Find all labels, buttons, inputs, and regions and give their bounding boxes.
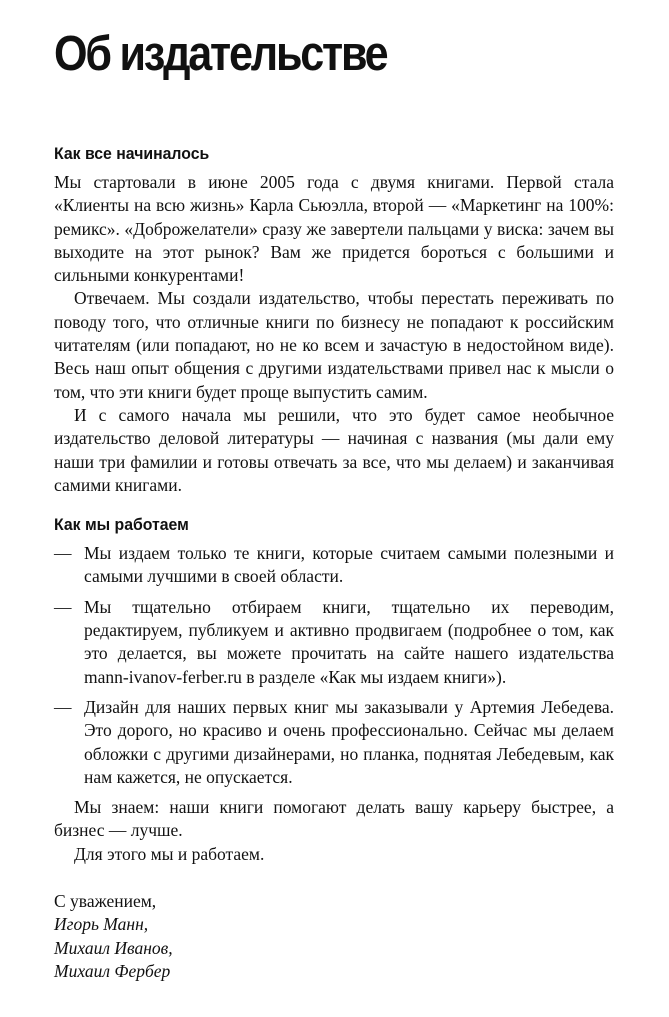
paragraph: И с самого начала мы решили, что это будет самое необычное издательство деловой литературы — начиная с названия (мы дали ему наши три фамилии и готовы отвечать за все, что мы делаем) и заканчивая самими книгами.: [54, 404, 614, 495]
paragraph: Мы стартовали в июне 2005 года с двумя книгами. Первой стала «Клиенты на всю жизнь» Карла Сьюэлла, второй — «Маркетинг на 100%: ремикс». «Доброжелатели» сразу же завертели пальцами у виска: зачем вы выходите на этот рынок? Вам же придется бороться с большими и сильными конкурентами!: [54, 172, 614, 286]
dash-bullet: —: [54, 596, 72, 617]
signature-name: Игорь Манн,: [54, 914, 149, 935]
list-item-text: Мы издаем только те книги, которые считаем самыми полезными и самыми лучшими в своей области.: [84, 543, 614, 587]
paragraph: Отвечаем. Мы создали издательство, чтобы перестать переживать по поводу того, что отличные книги по бизнесу не попадают к российским читателям (или попадают, но не ко всем и зачастую в недостойном виде). Весь наш опыт общения с другими издательствами привел нас к мысли о том, что эти книги будет проще выпустить самим.: [54, 288, 614, 402]
page-content: [54, 143, 614, 983]
list-item-text: Дизайн для наших первых книг мы заказывали у Артемия Лебедева. Это дорого, но красиво и очень профессионально. Сейчас мы делаем обложки с другими дизайнерами, но планка, поднятая Лебедевым, как нам кажется, не опускается.: [84, 696, 614, 787]
list-item: [54, 696, 614, 789]
list-item: [54, 542, 614, 589]
principles-list: [54, 542, 614, 789]
signature-greeting: С уважением,: [54, 891, 157, 912]
dash-bullet: —: [54, 543, 72, 564]
section-heading: Как мы работаем: [54, 515, 189, 535]
list-item-text: Мы тщательно отбираем книги, тщательно их переводим, редактируем, публикуем и активно продвигаем (подробнее о том, как это делается, вы можете прочитать на сайте нашего издательства mann-ivanov-ferber.ru в разделе «Как мы издаем книги»).: [84, 596, 614, 687]
dash-bullet: —: [54, 696, 72, 717]
closing-paragraph: Для этого мы и работаем.: [74, 843, 265, 864]
signature-name: Михаил Фербер: [54, 960, 171, 981]
signature-block: [54, 890, 614, 983]
closing-block: [54, 796, 614, 866]
closing-paragraph: Мы знаем: наши книги помогают делать вашу карьеру быстрее, а бизнес — лучше.: [54, 797, 614, 841]
signature-name: Михаил Иванов,: [54, 937, 173, 958]
page-title: Об издательстве: [54, 27, 387, 81]
section-how-it-started: [54, 143, 614, 497]
list-item: [54, 596, 614, 689]
section-how-we-work: [54, 514, 614, 789]
section-heading: Как все начиналось: [54, 144, 210, 163]
